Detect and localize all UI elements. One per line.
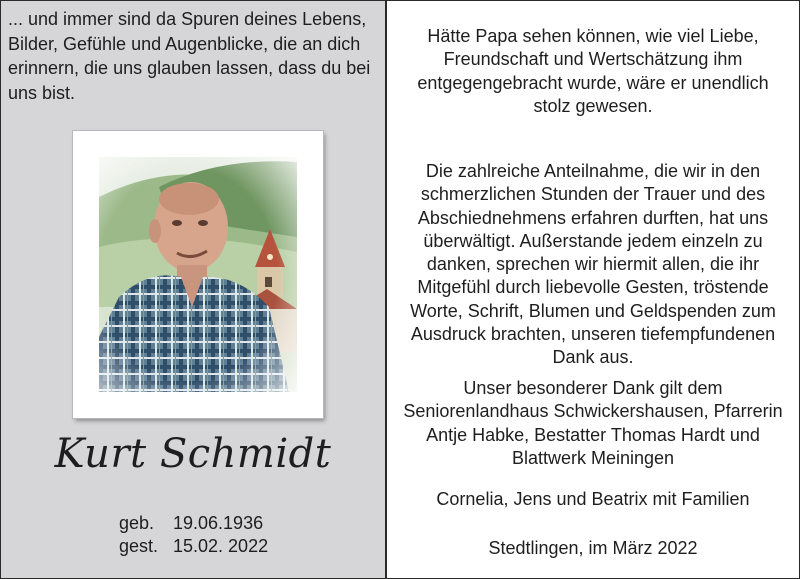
thanks-paragraph-3: Unser besonderer Dank gilt dem Seniorenlandhaus Schwickershausen, Pfarrerin Antje Habke, Bestatter Thomas Hardt und Blattwerk Meiningen <box>403 378 783 468</box>
memorial-quote: ... und immer sind da Spuren deines Lebens, Bilder, Gefühle und Augenblicke, die an dich erinnern, die uns glauben lassen, dass du bei uns bist. <box>8 9 371 103</box>
thanks-paragraph-1: Hätte Papa sehen können, wie viel Liebe, Freundschaft und Wertschätzung ihm entgegengebracht wurde, wäre er unendlich stolz gewesen. <box>417 26 769 116</box>
born-date: 19.06.1936 <box>173 513 264 533</box>
thanks-paragraph-2: Die zahlreiche Anteilnahme, die wir in den schmerzlichen Stunden der Trauer und des Abschiednehmens erfahren durften, hat uns überwältigt. Außerstande jedem einzeln zu danken, sprechen wir hiermit allen, die ihr Mitgefühl durch liebevolle Gesten, tröstende Worte, Schrift, Blumen und Geldspenden zum Ausdruck brachten, unseren tiefempfundenen Dank aus. <box>410 161 776 368</box>
photo-frame <box>73 131 323 418</box>
birth-row <box>119 512 268 535</box>
portrait-photo <box>99 157 297 392</box>
deceased-name: Kurt Schmidt <box>54 431 332 477</box>
family-signature: Cornelia, Jens und Beatrix mit Familien <box>436 489 750 509</box>
died-date: 15.02. 2022 <box>173 536 269 556</box>
died-label: gest. <box>119 536 159 556</box>
right-panel <box>387 0 799 579</box>
left-panel <box>1 1 385 578</box>
life-dates <box>119 512 268 558</box>
born-label: geb. <box>119 513 155 533</box>
place-date: Stedtlingen, im März 2022 <box>488 538 698 558</box>
death-row <box>119 535 268 558</box>
